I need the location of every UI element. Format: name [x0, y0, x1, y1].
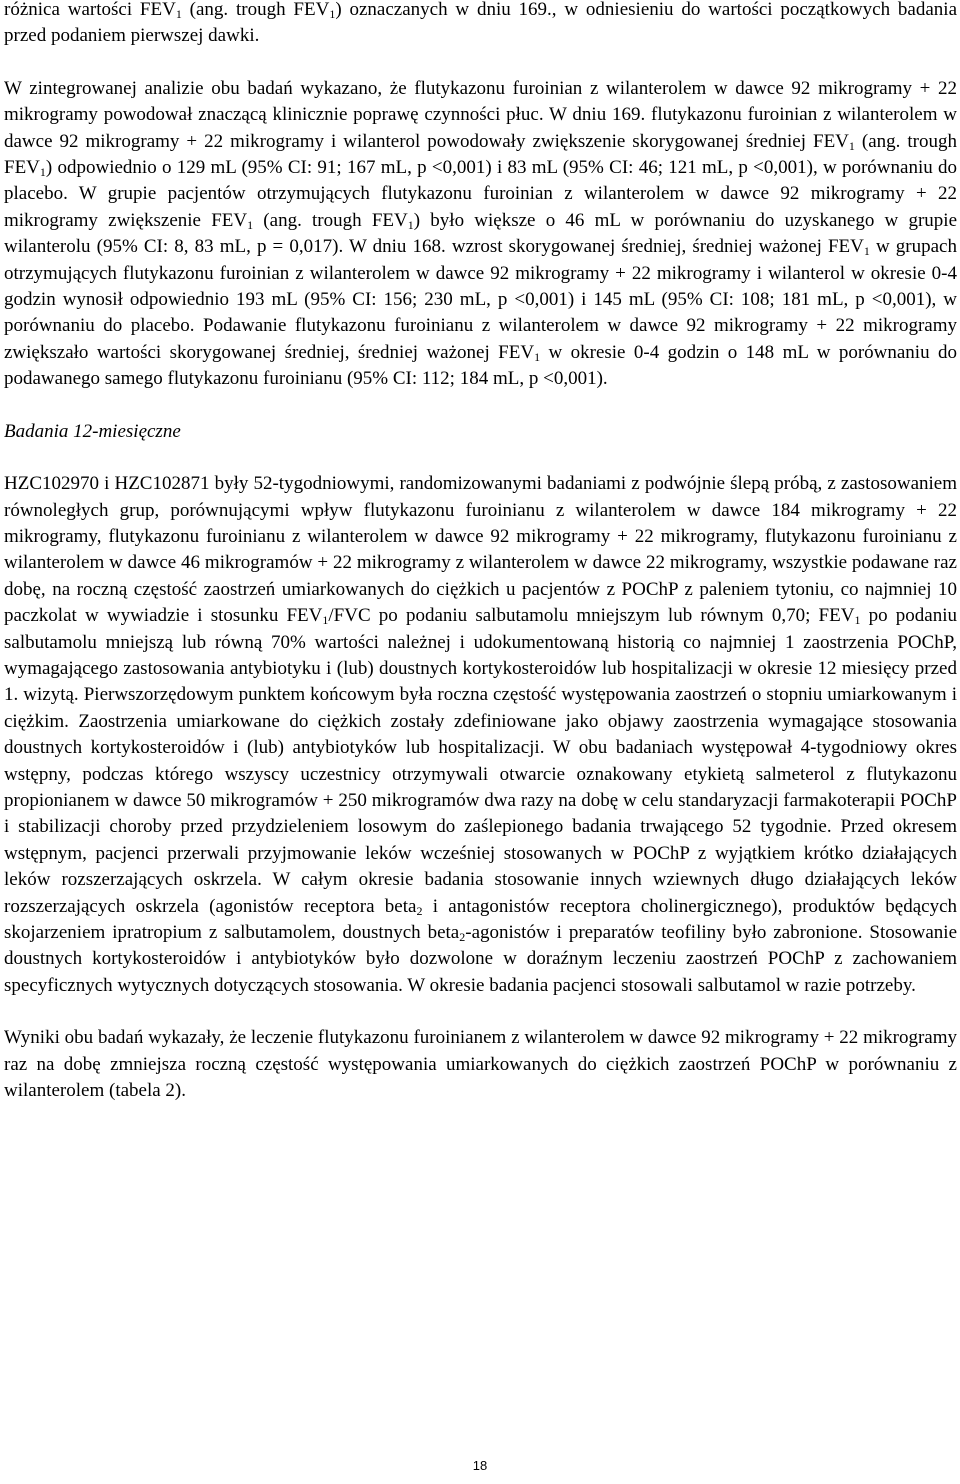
text-run: ) było większe o 46 mL w porównaniu do uzyskanego w grupie wilanterolu (95% CI: 8, 83 mL, p = 0,017). W dniu 168. wzrost skorygowanej średniej, średniej ważonej FEV [4, 209, 958, 258]
section-heading [4, 419, 957, 445]
text-run: (ang. trough FEV [4, 130, 957, 179]
subscript-text: 1 [39, 165, 46, 180]
text-run: W zintegrowanej analizie obu badań wykazano, że flutykazonu furoinian z wilanterolem w dawce 92 mikrogramy + 22 mikrogramy powodował znaczącą klinicznie poprawę czynności płuc. W dniu 169. flutykazonu furoinian z wilanterolem w dawce 92 mikrogramy + 22 mikrogramy i wilanterol powodowały zwiększenie skorygowanej średniej FEV [4, 77, 957, 152]
text-run: ) odpowiednio o 129 mL (95% CI: 91; 167 mL, p <0,001) i 83 mL (95% CI: 46; 121 mL, p <0,001), w porównaniu do placebo. W grupie pacjentów otrzymujących flutykazonu furoinian z wilanterolem w dawce 92 mikrogramy + 22 mikrogramy zwiększenie FEV [4, 157, 957, 231]
paragraph-intro-continuation [4, 0, 957, 50]
subscript-text: 1 [175, 7, 182, 21]
text-run: Wyniki obu badań wykazały, że leczenie flutykazonu furoinianem z wilanterolem w dawce 92 mikrogramy + 22 mikrogramy raz na dobę zmniejsza roczną częstość występowania umiarkowanych do ciężkich zaostrzeń POChP w porównaniu z wilanterolem (tabela 2). [4, 1027, 957, 1102]
subscript-text: 1 [534, 349, 541, 364]
subscript-text: 1 [848, 138, 855, 153]
text-run: /FVC po podaniu salbutamolu mniejszym lub równym 0,70; FEV [328, 605, 855, 627]
text-run: różnica wartości FEV [4, 0, 176, 20]
text-run: HZC102970 i HZC102871 były 52-tygodniowymi, randomizowanymi badaniami z podwójnie ślepą próbą, z zastosowaniem równoległych grup, porównującymi wpływ flutykazonu furoinianu z wilanterolem w dawce 184 mikrogramy + 22 mikrogramy, flutykazonu furoinianu z wilanterolem w dawce 92 mikrogramy + 22 mikrogramy, flutykazonu furoinianu z wilanterolem w dawce 46 mikrogramów + 22 mikrogramy z wilanterolem w dawce 22 mikrogramy, wszystkie podawane raz dobę, na roczną częstość zaostrzeń umiarkowanych do ciężkich u pacjentów z POChP z paleniem tytoniu, co najmniej 10 paczkolat w wywiadzie i stosunku FEV [4, 473, 957, 627]
text-run: (ang. trough FEV [181, 0, 330, 20]
paragraph-integrated-analysis [4, 76, 957, 393]
text-run: -agonistów i preparatów teofiliny było zabronione. Stosowanie doustnych kortykosteroidów i antybiotyków było dozwolone w doraźnym leczeniu zaostrzeń POChP z zachowaniem specyficznych wytycznych dotyczących stosowania. W okresie badania pacjenci stosowali salbutamol w razie potrzeby. [4, 922, 957, 996]
subscript-text: 2 [459, 930, 466, 944]
text-run: ) oznaczanych w dniu 169., w odniesieniu do wartości początkowych badania przed podaniem pierwszej dawki. [4, 0, 958, 47]
paragraph-gap [4, 50, 957, 76]
text-run: po podaniu salbutamolu mniejszą lub równą 70% wartości należnej i udokumentowaną historią co najmniej 1 zaostrzenia POChP, wymagającego zastosowania antybiotyku i (lub) doustnych kortykosteroidów lub hospitalizacji w okresie 12 miesięcy przed 1. wizytą. Pierwszorzędowym punktem końcowym była roczna częstość występowania zaostrzeń o stopniu umiarkowanym i ciężkim. Zaostrzenia umiarkowane do ciężkich zostały zdefiniowane jako objawy zaostrzenia wymagające stosowania doustnych kortykosteroidów i (lub) antybiotyków lub hospitalizacji. W obu badaniach występował 4-tygodniowy okres wstępny, podczas którego wszyscy uczestnicy otrzymywali otwarcie oznakowany etykietą salmeterol z flutykazonu propionianem w dawce 50 mikrogramów + 250 mikrogramów dwa razy na dobę w celu standaryzacji farmakoterapii POChP i stabilizacji choroby przed przydzieleniem losowym do zaślepionego badania trwającego 52 tygodnie. Przed okresem wstępnym, pacjenci przerwali przyjmowanie leków wcześniej stosowanych w POChP z wyjątkiem krótko działających leków rozszerzających oskrzela. W całym okresie badania stosowanie innych wziewnych długo działających leków rozszerzających oskrzela (agonistów receptora beta [4, 605, 957, 917]
subscript-text: 2 [416, 903, 423, 918]
paragraph-results-summary [4, 1025, 957, 1104]
paragraph-gap [4, 445, 957, 471]
subscript-text: 1 [329, 7, 336, 21]
italic-text: Badania 12-miesięczne [4, 420, 181, 442]
subscript-text: 1 [854, 613, 861, 628]
paragraph-gap [4, 999, 957, 1025]
text-run: (ang. trough FEV [253, 209, 408, 231]
subscript-text: 1 [863, 244, 870, 259]
subscript-text: 1 [407, 217, 414, 232]
subscript-text: 1 [247, 217, 254, 232]
subscript-text: 1 [322, 613, 329, 628]
paragraph-study-description [4, 471, 957, 999]
text-run: w okresie 0-4 godzin o 148 mL w porównaniu do podawanego samego flutykazonu furoinianu (95% CI: 112; 184 mL, p <0,001). [4, 341, 957, 390]
document-page [4, 0, 957, 1104]
text-run: i antagonistów receptora cholinergicznego), produktów będących skojarzeniem ipratropium z salbutamolem, doustnych beta [4, 895, 957, 943]
page-number: 18 [472, 1458, 488, 1473]
text-run: w grupach otrzymujących flutykazonu furoinian z wilanterolem w dawce 92 mikrogramy + 22 mikrogramy i wilanterol w okresie 0-4 godzin wynosił odpowiednio 193 mL (95% CI: 156; 230 mL, p <0,001) i 145 mL (95% CI: 108; 181 mL, p <0,001), w porównaniu do placebo. Podawanie flutykazonu furoinianu z wilanterolem w dawce 92 mikrogramy + 22 mikrogramy zwiększało wartości skorygowanej średniej, średniej ważonej FEV [4, 236, 957, 363]
paragraph-gap [4, 393, 957, 419]
